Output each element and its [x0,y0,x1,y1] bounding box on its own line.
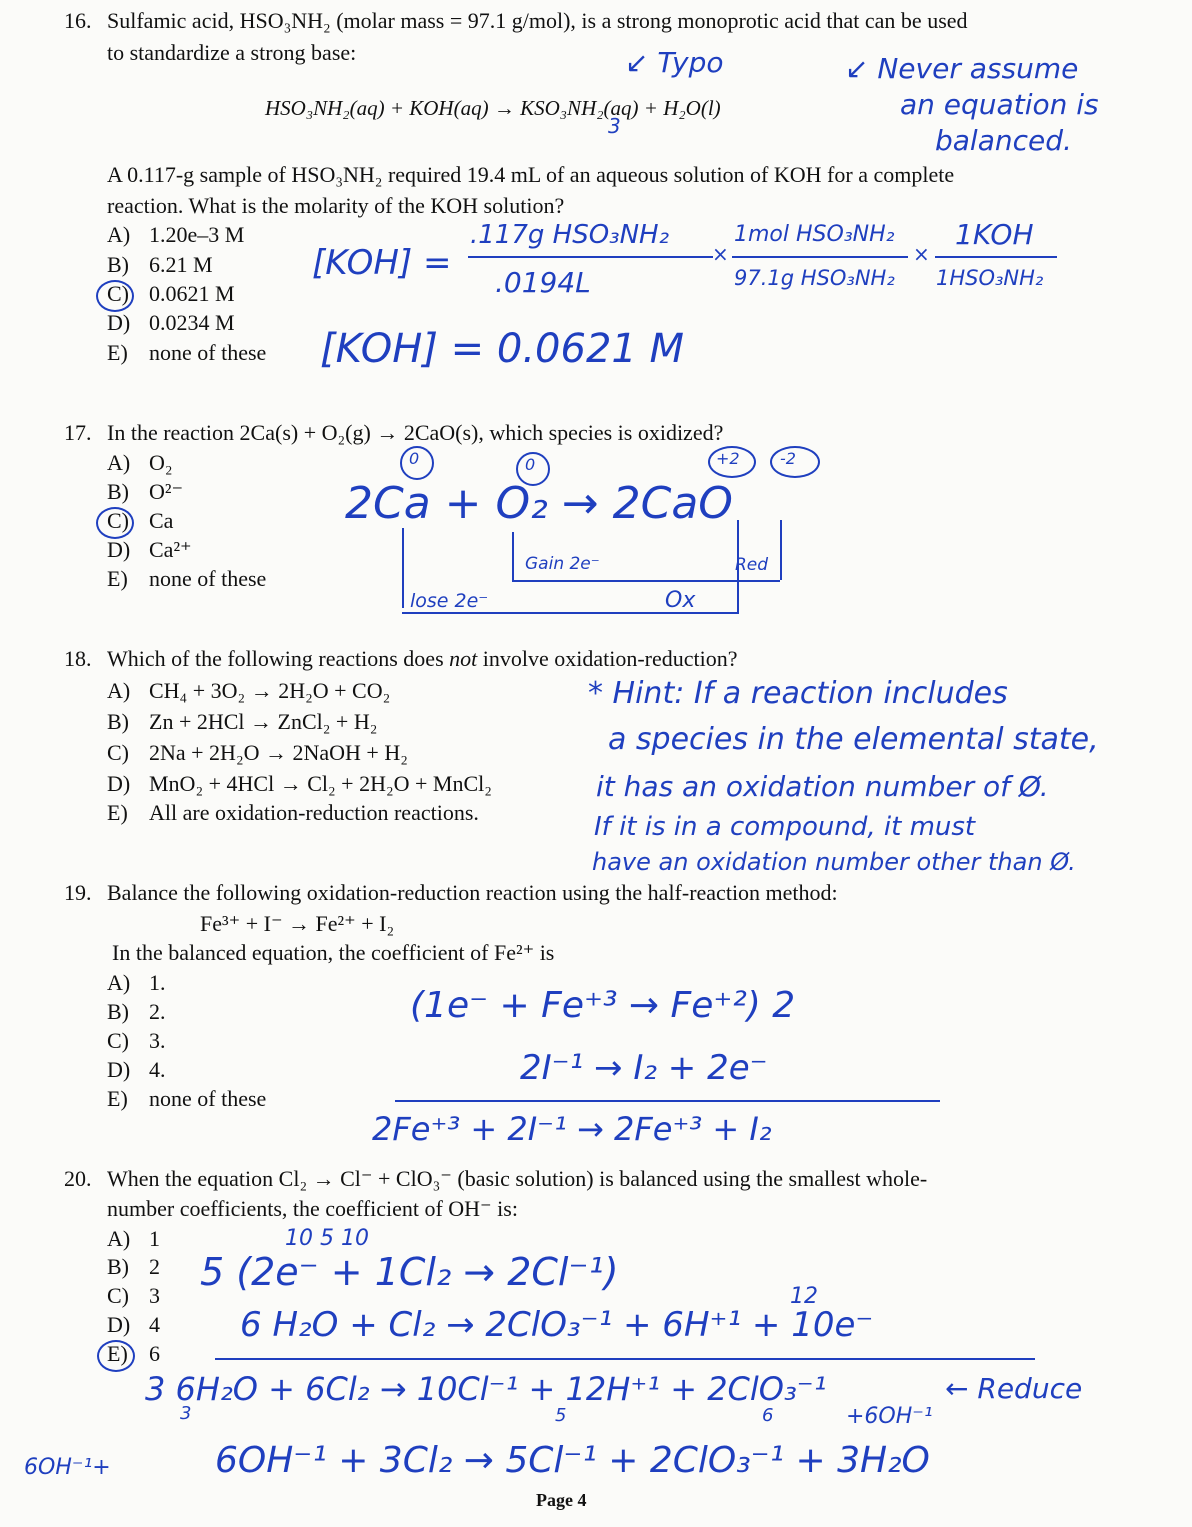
q18-line1-a: Which of the following reactions does [107,646,450,671]
q16-line3: A 0.117-g sample of HSO₃NH₂ required 19.4 mL of an aqueous solution of KOH for a complete [107,162,955,187]
choice-text: 3 [149,1283,160,1308]
hw-times-1: × [712,242,729,266]
choice-letter: D) [107,1312,131,1337]
choice-text: none of these [149,340,267,365]
q16-equation: HSO₃NH₂(aq) + KOH(aq) → KSO₃NH₂(aq) + H₂O(l) [265,96,721,120]
choice-letter: B) [107,252,129,277]
choice-text: O₂ [149,450,173,475]
q17-choice-e[interactable] [107,566,266,592]
hw-never-assume: ↙ Never assume [845,52,1079,85]
hw-margin-oh: 6OH⁻¹+ [24,1455,111,1480]
hw-fraction2-num: 1mol HSO₃NH₂ [734,222,895,247]
choice-letter: D) [107,771,131,796]
q19-line2: In the balanced equation, the coefficient of Fe²⁺ is [112,940,555,965]
q20-choice-d[interactable] [107,1312,160,1338]
choice-letter: D) [107,537,131,562]
choice-letter: C) [107,281,129,306]
choice-letter: C) [107,508,129,533]
choice-text: Ca [149,508,174,533]
q19-choice-e[interactable] [107,1086,266,1112]
choice-text: 4. [149,1057,166,1082]
hw-ox-ca: 0 [409,449,420,468]
hw-ox-label: Ox [665,588,696,613]
q16-line4: reaction. What is the molarity of the KOH solution? [107,193,565,218]
choice-text: 0.0234 M [149,310,235,335]
hw-fraction2-bar [732,256,908,258]
choice-text: 0.0621 M [149,281,235,306]
choice-text: 6.21 M [149,252,213,277]
choice-letter: E) [107,1341,128,1366]
q20-choice-a[interactable] [107,1226,160,1252]
choice-text: 1.20e–3 M [149,222,245,247]
q17-choice-a[interactable] [107,450,173,476]
choice-letter: A) [107,970,131,995]
hw-half-reaction-2: 2I⁻¹ → I₂ + 2e⁻ [520,1048,768,1088]
hw-subscript-3: 3 [608,114,621,138]
hw-reduce-note: ← Reduce [945,1372,1083,1405]
hw-red-line-right [780,520,782,580]
q18-line1-emph: not [449,646,478,671]
hw-ox-plus2: +2 [716,449,740,468]
choice-letter: C) [107,1283,129,1308]
choice-letter: A) [107,678,131,703]
q19-number: 19. [64,880,92,905]
hw-times-2: × [913,242,930,266]
hw-final-equation: 6OH⁻¹ + 3Cl₂ → 5Cl⁻¹ + 2ClO₃⁻¹ + 3H₂O [215,1440,930,1481]
q16-number: 16. [64,8,92,33]
hw-hint-line3: it has an oxidation number of Ø. [596,770,1049,803]
hw-sum-line [395,1100,940,1102]
choice-text: 2Na + 2H₂O → 2NaOH + H₂ [149,740,408,765]
hw-half-reaction-1: (1e⁻ + Fe⁺³ → Fe⁺²) 2 [410,985,796,1026]
choice-letter: D) [107,1057,131,1082]
q16-line1: Sulfamic acid, HSO₃NH₂ (molar mass = 97.1 g/mol), is a strong monoprotic acid that can be used [107,8,968,33]
q20-number: 20. [64,1166,92,1191]
hw-red-line-bottom [512,580,780,582]
answer-circle-q17 [96,507,134,539]
q18-choice-e[interactable] [107,800,479,826]
hw-ox-o2: 0 [525,455,536,474]
choice-letter: C) [107,740,129,765]
choice-letter: E) [107,566,128,591]
q18-choice-a[interactable] [107,678,390,704]
q18-number: 18. [64,646,92,671]
q19-choice-c[interactable] [107,1028,166,1054]
q16-choice-b[interactable] [107,252,213,278]
choice-text: 1. [149,970,166,995]
q16-choice-a[interactable] [107,222,244,248]
hw-red-label: Red [735,555,769,575]
hw-sum-line-20 [215,1358,1035,1360]
q17-line1: In the reaction 2Ca(s) + O₂(g) → 2CaO(s), which species is oxidized? [107,420,724,445]
hw-fraction3-bar [935,256,1057,258]
choice-text: 3. [149,1028,166,1053]
choice-text: 2 [149,1254,160,1279]
q17-choice-b[interactable] [107,479,183,505]
q20-line2: number coefficients, the coefficient of OH⁻ is: [107,1196,518,1221]
hw-fraction1-den: .0194L [495,266,591,299]
q17-choice-d[interactable] [107,537,192,563]
hw-lose-2e: lose 2e⁻ [410,590,489,612]
page-number: Page 4 [536,1490,587,1510]
hw-koh-answer: [KOH] = 0.0621 M [320,326,685,372]
hw-typo-note: ↙ Typo [625,46,724,79]
answer-circle-q20 [97,1340,135,1372]
hw-fraction1-num: .117g HSO₃NH₂ [470,220,670,250]
choice-letter: B) [107,709,129,734]
choice-letter: E) [107,1086,128,1111]
q19-choice-b[interactable] [107,999,166,1025]
hw-gain-2e: Gain 2e⁻ [525,554,600,574]
choice-letter: C) [107,1028,129,1053]
hw-reaction-17: 2Ca + O₂ → 2CaO [345,478,733,529]
choice-letter: B) [107,479,129,504]
choice-letter: A) [107,450,131,475]
q20-choice-c[interactable] [107,1283,160,1309]
choice-letter: D) [107,310,131,335]
choice-text: MnO₂ + 4HCl → Cl₂ + 2H₂O + MnCl₂ [149,771,492,796]
hw-never-assume-2: an equation is [900,88,1099,121]
q16-choice-d[interactable] [107,310,235,336]
hw-hint-line1: * Hint: If a reaction includes [588,676,1008,711]
hw-net-reaction: 2Fe⁺³ + 2I⁻¹ → 2Fe⁺³ + I₂ [372,1110,772,1148]
choice-text: 4 [149,1312,160,1337]
q18-choice-c[interactable] [107,740,408,766]
hw-red-half: 5 (2e⁻ + 1Cl₂ → 2Cl⁻¹) [200,1250,619,1294]
q18-line1-c: involve oxidation-reduction? [477,646,738,671]
hw-fraction3-num: 1KOH [955,218,1034,251]
hw-fraction1-bar [468,256,713,258]
choice-letter: E) [107,340,128,365]
hw-fraction2-den: 97.1g HSO₃NH₂ [734,266,895,290]
choice-text: Zn + 2HCl → ZnCl₂ + H₂ [149,709,378,734]
hw-never-assume-3: balanced. [935,124,1072,157]
hw-coef-5: 5 [555,1405,567,1426]
q18-choice-b[interactable] [107,709,377,735]
choice-text: 1 [149,1226,160,1251]
choice-text: 2. [149,999,166,1024]
q16-line2: to standardize a strong base: [107,40,357,65]
choice-text: O²⁻ [149,479,184,504]
q19-line1: Balance the following oxidation-reduction reaction using the half-reaction method: [107,880,838,905]
hw-coef-6: 6 [762,1405,774,1426]
q16-choice-e[interactable] [107,340,266,366]
choice-text: 6 [149,1341,160,1366]
hw-hint-line5: have an oxidation number other than Ø. [592,848,1076,876]
choice-letter: E) [107,800,128,825]
choice-text: Ca²⁺ [149,537,192,562]
choice-text: CH₄ + 3O₂ → 2H₂O + CO₂ [149,678,391,703]
q18-line1 [107,646,738,672]
hw-plus-6oh: +6OH⁻¹ [846,1404,933,1429]
choice-text: All are oxidation-reduction reactions. [149,800,479,825]
hw-hint-line4: If it is in a compound, it must [594,812,976,842]
choice-letter: A) [107,1226,131,1251]
choice-letter: A) [107,222,131,247]
q19-equation: Fe³⁺ + I⁻ → Fe²⁺ + I₂ [200,911,395,936]
q17-number: 17. [64,420,92,445]
hw-red-line-left [512,532,514,580]
choice-letter: B) [107,1254,129,1279]
answer-circle-q16 [96,280,134,312]
hw-12: 12 [790,1284,818,1309]
hw-multipliers: 10 5 10 [285,1226,369,1251]
choice-text: none of these [149,1086,267,1111]
hw-koh-label: [KOH] = [312,243,452,283]
q18-choice-d[interactable] [107,771,492,797]
q20-choice-b[interactable] [107,1254,160,1280]
hw-ox-minus2: -2 [780,449,796,468]
q20-line1: When the equation Cl₂ → Cl⁻ + ClO₃⁻ (basic solution) is balanced using the smallest whole- [107,1166,928,1191]
hw-hint-line2: a species in the elemental state, [608,722,1099,757]
q19-choice-d[interactable] [107,1057,166,1083]
q19-choice-a[interactable] [107,970,166,996]
hw-coef-3: 3 [180,1403,192,1424]
hw-ox-line-left [402,528,404,608]
hw-fraction3-den: 1HSO₃NH₂ [936,266,1044,290]
choice-letter: B) [107,999,129,1024]
hw-ox-half: 6 H₂O + Cl₂ → 2ClO₃⁻¹ + 6H⁺¹ + 10e⁻ [240,1305,874,1345]
hw-combined: 3 6H₂O + 6Cl₂ → 10Cl⁻¹ + 12H⁺¹ + 2ClO₃⁻¹ [145,1370,827,1408]
choice-text: none of these [149,566,267,591]
